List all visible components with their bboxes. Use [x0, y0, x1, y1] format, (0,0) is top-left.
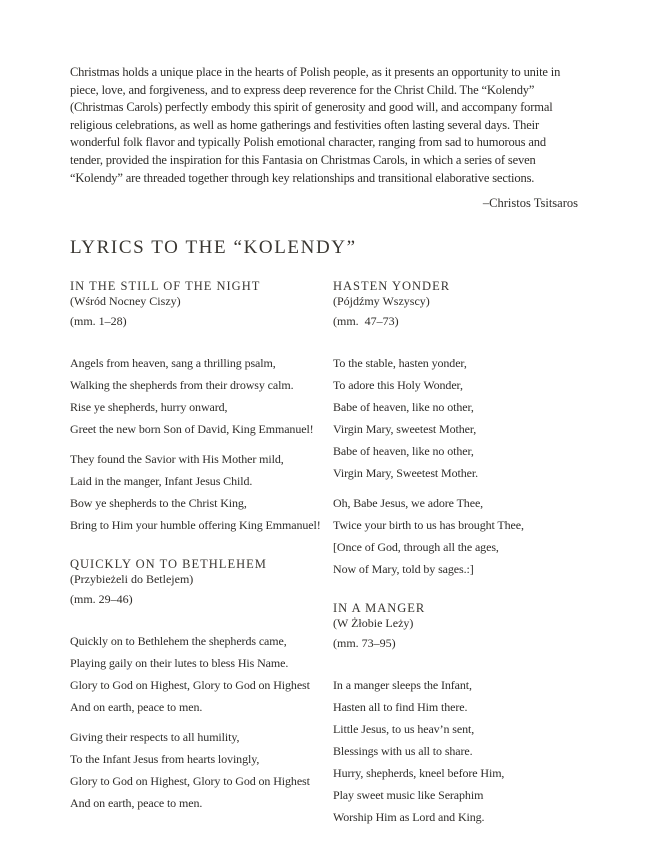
lyric-line: They found the Savior with His Mother mild, — [70, 452, 284, 467]
lyric-line: Hurry, shepherds, kneel before Him, — [333, 766, 505, 781]
lyric-line: In a manger sleeps the Infant, — [333, 678, 472, 693]
stanza — [333, 352, 578, 484]
lyric-line: Oh, Babe Jesus, we adore Thee, — [333, 496, 484, 511]
lyric-line: Bow ye shepherds to the Christ King, — [70, 496, 247, 511]
stanza — [70, 726, 333, 814]
stanza — [70, 352, 333, 440]
section-subtitle-polish: (Wśród Nocney Ciszy) — [70, 294, 181, 309]
lyrics-column-right — [333, 279, 578, 828]
stanza — [70, 630, 333, 718]
lyrics-section — [333, 601, 578, 828]
lyric-line: Angels from heaven, sang a thrilling psalm, — [70, 356, 276, 371]
lyrics-section — [70, 557, 333, 814]
section-title: IN A MANGER — [333, 601, 426, 616]
lyrics-column-left — [70, 279, 333, 828]
lyric-line: Worship Him as Lord and King. — [333, 810, 485, 825]
lyric-line: And on earth, peace to men. — [70, 700, 203, 715]
section-title: HASTEN YONDER — [333, 279, 451, 294]
lyric-line: And on earth, peace to men. — [70, 796, 203, 811]
lyric-line: To the Infant Jesus from hearts lovingly, — [70, 752, 260, 767]
lyric-line: Babe of heaven, like no other, — [333, 400, 474, 415]
lyrics-section — [70, 279, 333, 536]
lyric-line: Little Jesus, to us heav’n sent, — [333, 722, 475, 737]
lyric-line: Rise ye shepherds, hurry onward, — [70, 400, 228, 415]
lyric-line: To the stable, hasten yonder, — [333, 356, 467, 371]
section-measures: (mm. 47–73) — [333, 314, 399, 329]
section-subtitle-polish: (W Żłobie Leży) — [333, 616, 414, 631]
lyric-line: Twice your birth to us has brought Thee, — [333, 518, 524, 533]
section-subtitle-polish: (Przybieżeli do Betlejem) — [70, 572, 194, 587]
lyric-line: Laid in the manger, Infant Jesus Child. — [70, 474, 253, 489]
lyric-line: Hasten all to find Him there. — [333, 700, 468, 715]
section-subtitle-polish: (Pójdźmy Wszyscy) — [333, 294, 430, 309]
attribution: –Christos Tsitsaros — [482, 196, 578, 211]
lyrics-section — [333, 279, 578, 580]
lyric-line: [Once of God, through all the ages, — [333, 540, 499, 555]
section-title: QUICKLY ON TO BETHLEHEM — [70, 557, 267, 572]
lyrics-columns — [70, 279, 578, 828]
lyric-line: Virgin Mary, sweetest Mother, — [333, 422, 477, 437]
lyric-line: Giving their respects to all humility, — [70, 730, 240, 745]
lyric-line: Quickly on to Bethlehem the shepherds came, — [70, 634, 287, 649]
lyric-line: Blessings with us all to share. — [333, 744, 473, 759]
lyric-line: Greet the new born Son of David, King Emmanuel! — [70, 422, 314, 437]
stanza — [333, 492, 578, 580]
section-measures: (mm. 1–28) — [70, 314, 127, 329]
lyric-line: To adore this Holy Wonder, — [333, 378, 463, 393]
lyric-line: Playing gaily on their lutes to bless His Name. — [70, 656, 289, 671]
stanza — [333, 674, 578, 828]
lyric-line: Glory to God on Highest, Glory to God on Highest — [70, 678, 310, 693]
section-title: IN THE STILL OF THE NIGHT — [70, 279, 261, 294]
lyric-line: Now of Mary, told by sages.:] — [333, 562, 474, 577]
lyric-line: Virgin Mary, Sweetest Mother. — [333, 466, 479, 481]
stanza — [70, 448, 333, 536]
intro-paragraph: Christmas holds a unique place in the hearts of Polish people, as it presents an opportunity to unite in piece, love, and forgiveness, and to express deep reverence for the Christ Child. The “Kolendy” (Christmas Carols) perfectly embody this spirit of generosity and good will, and accompany formal religious celebrations, as well as home gatherings and festivities often lasting several days. Their wonderful folk flavor and typically Polish emotional character, ranging from sad to humorous and tender, provided the inspiration for this Fantasia on Christmas Carols, in which a series of seven “Kolendy” are threaded together through key relationships and transitional elaborative sections. — [70, 65, 564, 185]
lyric-line: Glory to God on Highest, Glory to God on Highest — [70, 774, 310, 789]
section-measures: (mm. 73–95) — [333, 636, 396, 651]
page-title: LYRICS TO THE “KOLENDY” — [70, 237, 357, 259]
section-measures: (mm. 29–46) — [70, 592, 133, 607]
lyric-line: Babe of heaven, like no other, — [333, 444, 474, 459]
lyric-line: Play sweet music like Seraphim — [333, 788, 484, 803]
lyric-line: Walking the shepherds from their drowsy calm. — [70, 378, 294, 393]
lyric-line: Bring to Him your humble offering King Emmanuel! — [70, 518, 321, 533]
